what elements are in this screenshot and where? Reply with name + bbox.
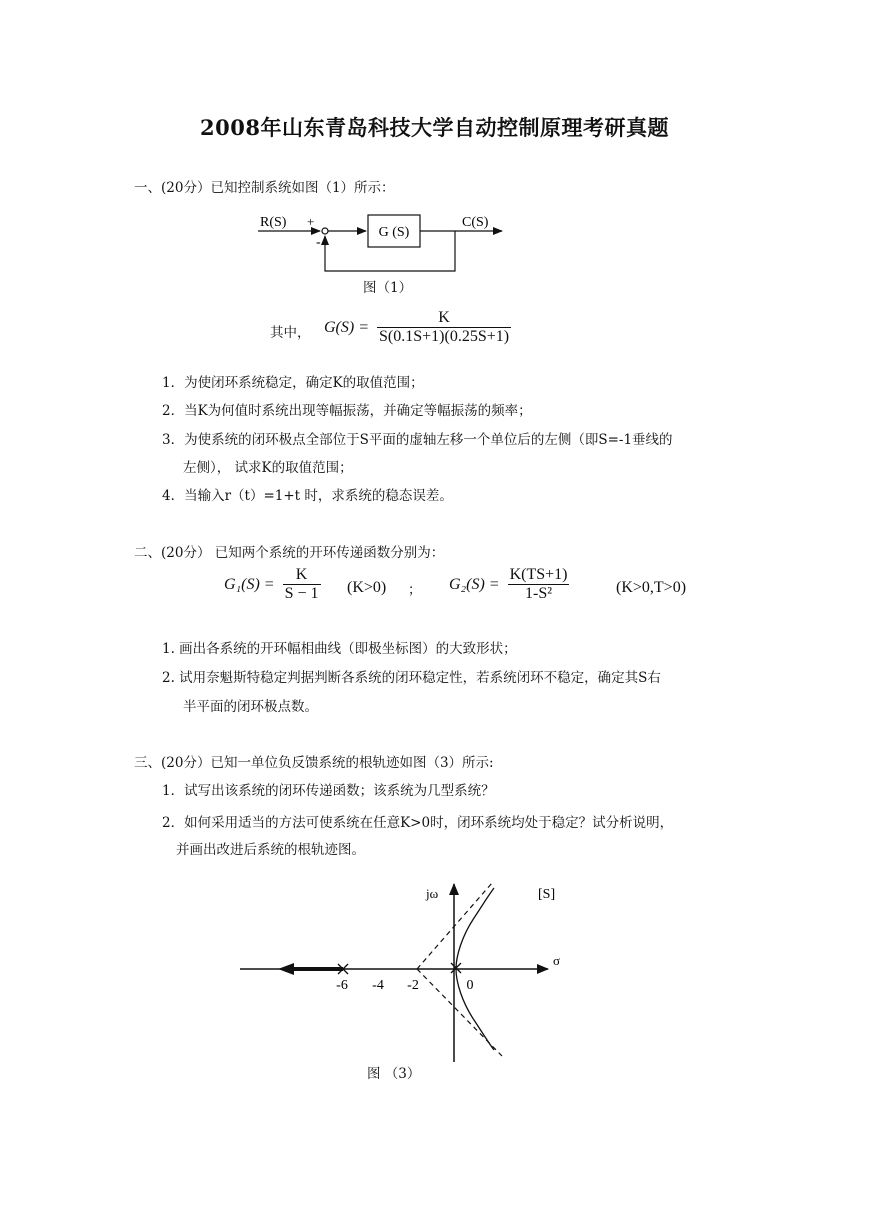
plus-sign: + [307, 214, 315, 229]
locus-branch-lower [456, 969, 494, 1050]
g2-fraction [508, 566, 570, 603]
gs-numerator: K [438, 309, 450, 326]
where-label: 其中， [270, 325, 311, 341]
formula-separator: ； [408, 582, 422, 598]
figure-1-caption: 图（1） [363, 280, 413, 296]
tick-label-minus2: -2 [407, 978, 419, 993]
q1-item-1: 1．为使闭环系统稳定，确定K的取值范围； [162, 375, 424, 391]
gs-formula [324, 309, 511, 346]
g1-numerator: K [295, 566, 308, 583]
g2-numerator: K(TS+1) [509, 566, 568, 583]
g1-lhs: G₁(S) = [224, 575, 275, 593]
input-label: R(S) [260, 215, 287, 230]
s-plane-label: [S] [538, 887, 556, 902]
page-title: 2008年山东青岛科技大学自动控制原理考研真题 [200, 115, 669, 140]
gs-lhs: G(S) = [324, 318, 370, 336]
q1-item-2: 2．当K为何值时系统出现等幅振荡，并确定等幅振荡的频率； [162, 403, 532, 419]
g2-formula [449, 566, 569, 603]
g2-denominator: 1-S² [508, 584, 570, 603]
g2-lhs: G₂(S) = [449, 575, 500, 593]
q1-item-3: 3．为使系统的闭环极点全部位于S平面的虚轴左移一个单位后的左侧（即S=-1垂线的 [162, 432, 673, 448]
q1-item-3-cont: 左侧）， 试求K的取值范围； [183, 460, 353, 476]
q2-item-1: 1. 画出各系统的开环幅相曲线（即极坐标图）的大致形状； [162, 641, 517, 657]
tick-label-minus4: -4 [372, 978, 384, 993]
q3-intro: 三、(20分）已知一单位负反馈系统的根轨迹如图（3）所示: [134, 755, 494, 771]
g1-formula [224, 566, 321, 603]
g1-denominator: S − 1 [284, 585, 319, 602]
q2-item-2-cont: 半平面的闭环极点数。 [183, 699, 318, 715]
output-label: C(S) [462, 215, 489, 230]
root-locus-plot [230, 876, 590, 1066]
g1-condition: (K>0) [347, 579, 387, 596]
gs-fraction [377, 309, 511, 346]
minus-sign: - [316, 235, 321, 250]
g1-fraction [283, 566, 321, 603]
g2-condition: (K>0,T>0) [616, 579, 687, 596]
q1-intro: 一、(20分）已知控制系统如图（1）所示： [134, 180, 395, 196]
summing-junction [322, 228, 328, 234]
q3-item-1: 1．试写出该系统的闭环传递函数；该系统为几型系统？ [162, 783, 495, 799]
g-block-label: G (S) [378, 225, 410, 240]
locus-branch-upper [456, 888, 494, 969]
block-diagram [250, 206, 520, 278]
q1-item-4: 4．当输入r（t）=1+t 时，求系统的稳态误差。 [162, 488, 453, 504]
q3-item-2: 2．如何采用适当的方法可使系统在任意K>0时，闭环系统均处于稳定？试分析说明， [162, 815, 674, 831]
tick-label-zero: 0 [466, 978, 474, 993]
q2-intro: 二、(20分） 已知两个系统的开环传递函数分别为： [134, 545, 445, 561]
jw-label: jω [426, 886, 439, 901]
tick-label-minus6: -6 [336, 978, 348, 993]
q2-item-2: 2. 试用奈魁斯特稳定判据判断各系统的闭环稳定性，若系统闭环不稳定，确定其S右 [162, 670, 661, 686]
locus-arrow-icon [278, 963, 294, 975]
sigma-label: σ [553, 953, 561, 968]
q3-item-2-cont: 并画出改进后系统的根轨迹图。 [176, 842, 365, 858]
gs-denominator: S(0.1S+1)(0.25S+1) [379, 328, 510, 345]
figure-3-caption: 图 （3） [367, 1066, 421, 1082]
